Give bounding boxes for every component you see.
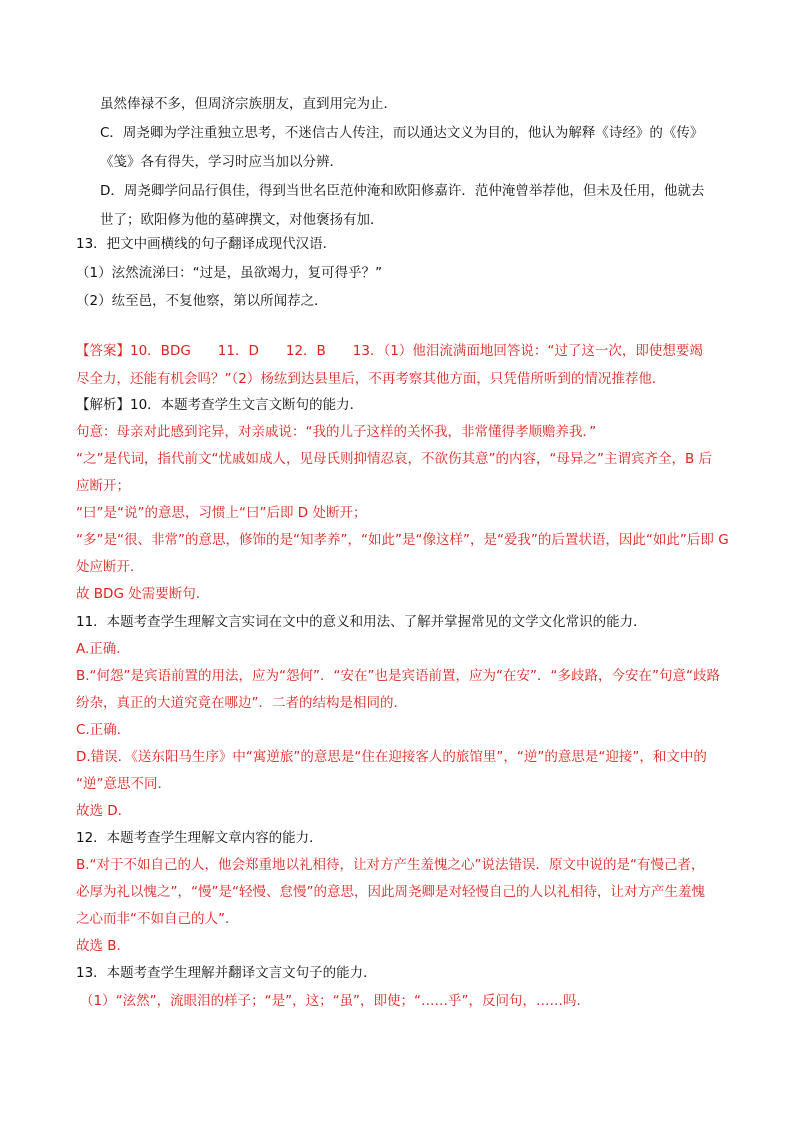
analysis-line: C.正确． bbox=[76, 722, 131, 738]
answer-line-2: 尽全力，还能有机会吗？”（2）杨纮到达县里后，不再考察其他方面，只凭借所听到的情况推荐他． bbox=[76, 371, 666, 387]
analysis-q13-header: 13．本题考查学生理解并翻译文言文句子的能力． bbox=[76, 965, 377, 981]
analysis-line: A.正确． bbox=[76, 641, 130, 657]
analysis-line: “逆”意思不同． bbox=[76, 776, 171, 792]
option-b-tail: 虽然俸禄不多，但周济宗族朋友，直到用完为止． bbox=[100, 96, 397, 112]
analysis-line: 处应断开． bbox=[76, 559, 144, 575]
analysis-header: 【解析】10．本题考查学生文言文断句的能力． bbox=[76, 397, 364, 413]
question-13-item-2: （2）纮至邑，不复他察，第以所闻荐之． bbox=[76, 293, 328, 309]
analysis-line: “曰”是“说”的意思，习惯上“曰”后即 D 处断开； bbox=[76, 505, 367, 521]
option-c-line-1: C．周尧卿为学注重独立思考，不迷信古人传注，而以通达文义为目的，他认为解释《诗经》的《传》 bbox=[100, 125, 704, 141]
analysis-line: 故选 B． bbox=[76, 938, 131, 954]
analysis-line: B.“何怨”是宾语前置的用法，应为“怨何”．“安在”也是宾语前置，应为“在安”．“多歧路，今安在”句意“歧路 bbox=[76, 668, 720, 684]
analysis-line: 必厚为礼以愧之”，“慢”是“轻慢、怠慢”的意思，因此周尧卿是对轻慢自己的人以礼相待，让对方产生羞愧 bbox=[76, 884, 705, 900]
analysis-line: 之心而非“不如自己的人”． bbox=[76, 911, 239, 927]
option-d-line-1: D．周尧卿学问品行俱佳，得到当世名臣范仲淹和欧阳修嘉许．范仲淹曾举荐他，但未及任用，他就去 bbox=[100, 183, 705, 199]
analysis-line: 故选 D． bbox=[76, 803, 132, 819]
analysis-line: 句意：母亲对此感到诧异，对亲戚说：“我的儿子这样的关怀我，非常懂得孝顺赡养我．” bbox=[76, 424, 597, 440]
analysis-line: 应断开； bbox=[76, 478, 130, 494]
option-d-line-2: 世了；欧阳修为他的墓碑撰文，对他褒扬有加． bbox=[100, 212, 384, 228]
analysis-line: B.“对于不如自己的人，他会郑重地以礼相待，让对方产生羞愧之心”说法错误．原文中说的是“有慢己者， bbox=[76, 857, 705, 873]
analysis-line: D.错误．《送东阳马生序》中“寓逆旅”的意思是“住在迎接客人的旅馆里”，“逆”的意思是“迎接”，和文中的 bbox=[76, 749, 707, 765]
analysis-q12-header: 12．本题考查学生理解文章内容的能力． bbox=[76, 830, 323, 846]
analysis-line: （1）“泫然”，流眼泪的样子；“是”，这；“虽”，即使；“……乎”，反问句，……吗． bbox=[80, 993, 591, 1009]
analysis-q11-header: 11．本题考查学生理解文言实词在文中的意义和用法、了解并掌握常见的文学文化常识的能力． bbox=[76, 614, 647, 630]
question-13-item-1: （1）泫然流涕曰：“过是，虽欲竭力，复可得乎？” bbox=[76, 265, 383, 281]
analysis-line: 故 BDG 处需要断句． bbox=[76, 586, 210, 602]
option-c-line-2: 《笺》各有得失，学习时应当加以分辨． bbox=[100, 154, 343, 170]
answer-line-1: 【答案】10．BDG 11．D 12．B 13．（1）他泪流满面地回答说：“过了这一次，即使想要竭 bbox=[76, 343, 703, 359]
analysis-line: “之”是代词，指代前文“忧戚如成人，见母氏则抑情忍哀，不欲伤其意”的内容，“母异之”主谓宾齐全，B 后 bbox=[76, 451, 713, 467]
analysis-line: “多”是“很、非常”的意思，修饰的是“知孝养”，“如此”是“像这样”，是“爱我”的后置状语，因此“如此”后即 G bbox=[76, 532, 729, 548]
question-13: 13．把文中画横线的句子翻译成现代汉语． bbox=[76, 236, 337, 252]
analysis-line: 纷杂，真正的大道究竟在哪边”．二者的结构是相同的． bbox=[76, 695, 407, 711]
